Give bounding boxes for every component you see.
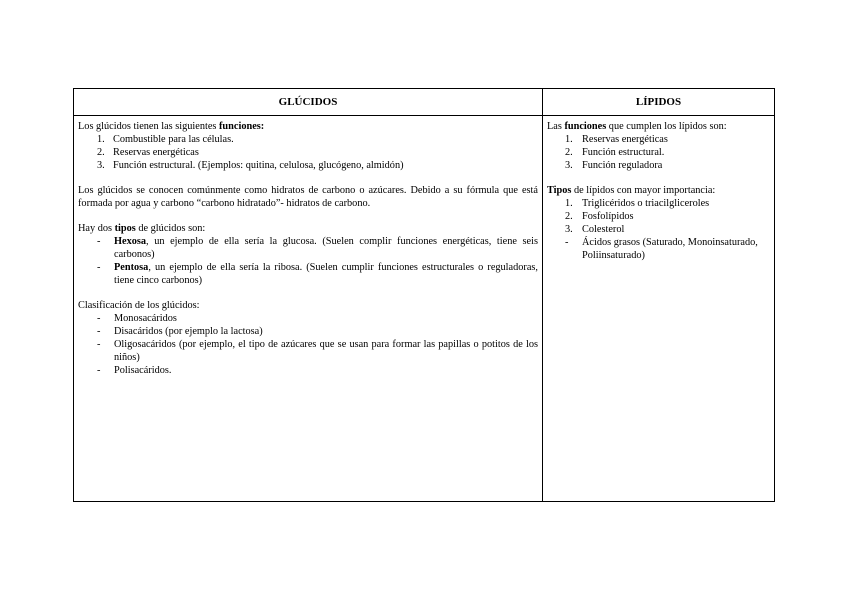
lipidos-funciones-list [547,133,770,172]
list-item: - Disacáridos (por ejemplo la lactosa) [97,326,263,337]
list-item: 1. Reservas energéticas [565,134,668,145]
table-header-row [74,89,775,116]
glucidos-intro: Los glúcidos tienen las siguientes funciones: [78,121,265,132]
lipidos-tipos-intro: Tipos de lípidos con mayor importancia: [547,185,716,196]
lipidos-tipos-list [547,197,770,262]
list-item: 3. Función estructural. (Ejemplos: quitina, celulosa, glucógeno, almidón) [97,160,404,171]
header-glucidos: GLÚCIDOS [74,89,543,116]
glucidos-funciones-list [78,133,538,172]
list-item: 2. Fosfolípidos [565,211,634,222]
list-item: 2. Reservas energéticas [97,147,199,158]
comparison-table [73,88,775,502]
list-item: 3. Función reguladora [565,160,663,171]
glucidos-tipos-list [78,235,538,287]
glucidos-clasificacion-list [78,312,538,377]
list-item: 1. Combustible para las células. [97,134,234,145]
list-item: 1. Triglicéridos o triacilgliceroles [565,198,710,209]
table-body-row [74,116,775,502]
list-item: - Oligosacáridos (por ejemplo, el tipo de azúcares que se usan para formar las papillas o potitos de los niños) [97,339,538,363]
lipidos-intro: Las funciones que cumplen los lípidos son: [547,121,727,132]
list-item: - Hexosa, un ejemplo de ella sería la glucosa. (Suelen complir funciones energéticas, tiene seis carbonos) [97,236,538,260]
header-lipidos: LÍPIDOS [543,89,775,116]
list-item: 2. Función estructural. [565,147,665,158]
list-item: - Ácidos grasos (Saturado, Monoinsaturado, Poliinsaturado) [565,237,758,261]
glucidos-clasificacion-title: Clasificación de los glúcidos: [78,300,200,311]
list-item: - Pentosa, un ejemplo de ella sería la ribosa. (Suelen cumplir funciones estructurales o reguladoras, tiene cinco carbonos) [97,262,538,286]
list-item: - Polisacáridos. [97,365,172,376]
glucidos-tipos-intro: Hay dos tipos de glúcidos son: [78,223,206,234]
list-item: 3. Colesterol [565,224,625,235]
list-item: - Monosacáridos [97,313,177,324]
glucidos-cell [74,116,543,502]
lipidos-cell [543,116,775,502]
glucidos-descripcion: Los glúcidos se conocen comúnmente como hidratos de carbono o azúcares. Debido a su fórmula que está formada por agua y carbono “carbono hidratado”- hidratos de carbono. [78,185,538,209]
